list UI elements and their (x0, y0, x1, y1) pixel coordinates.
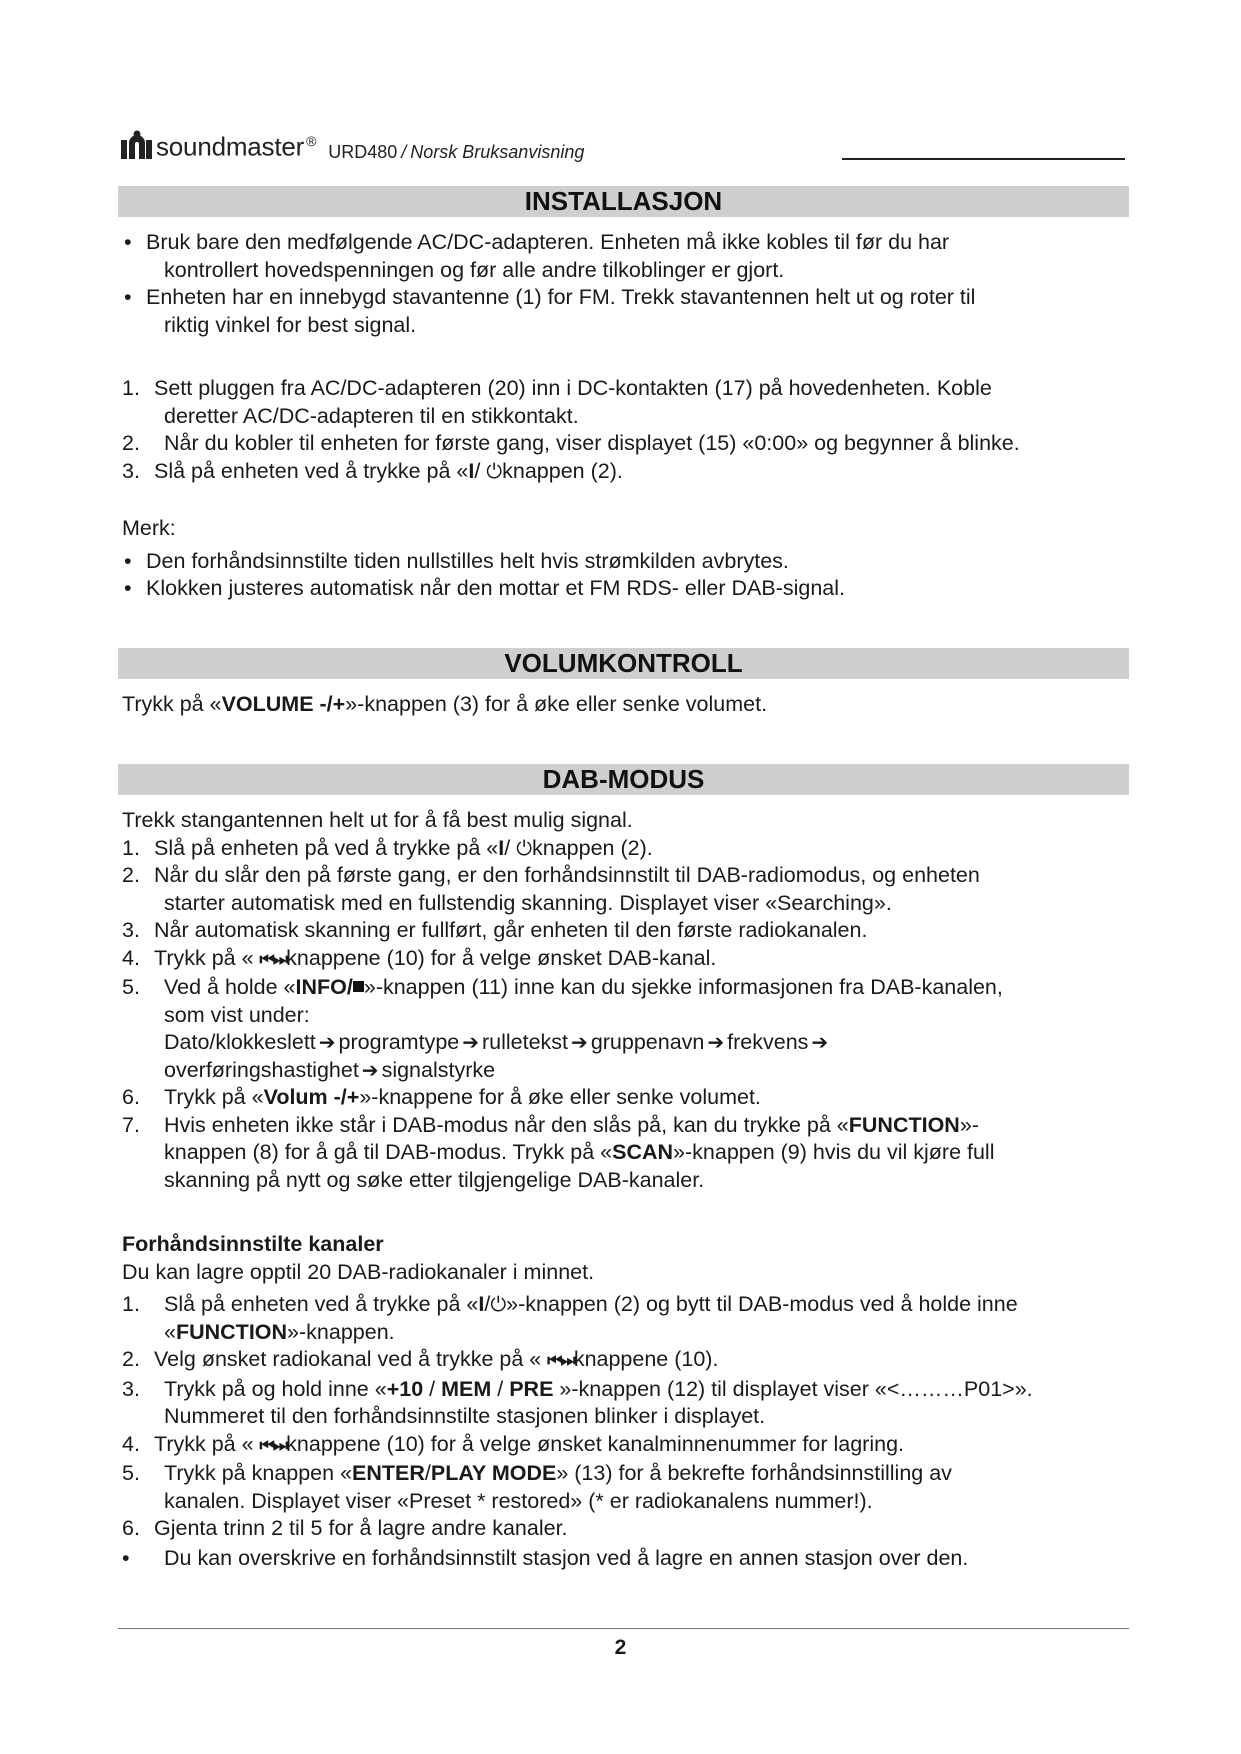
installasjon-steps (122, 375, 1132, 485)
stop-icon (353, 981, 364, 992)
list-item: 4. Trykk på « ⏮⏭knappene (10) for å velge ønsket kanalminnenummer for lagring. (122, 1431, 905, 1456)
brand-name: soundmaster ® (156, 131, 317, 162)
model-label: URD480 / Norsk Bruksanvisning (328, 141, 585, 162)
list-item: 5. Ved å holde «INFO/ »-knappen (11) inne kan du sjekke informasjonen fra DAB-kanalen, som vist under: Dato/klokkeslett ➔ programtype ➔ rulletekst ➔ gruppenavn ➔ frekvens ➔ overføringshastighet ➔ signalstyrke (122, 975, 1003, 1082)
arrow-right-icon: ➔ (361, 1057, 379, 1082)
list-item: • Bruk bare den medfølgende AC/DC-adapteren. Enheten må ikke kobles til før du har kontrollert hovedspenningen og før alle andre tilkoblinger er gjort. (124, 230, 950, 282)
list-item: 5. Trykk på knappen «ENTER/PLAY MODE» (13) for å bekrefte forhåndsinnstilling av kanalen. Displayet viser «Preset * restored» (* er radiokanalens nummer!). (122, 1461, 952, 1513)
merk-block (122, 515, 1132, 603)
list-item: 1. Slå på enheten på ved å trykke på «I/ ⏻knappen (2). (122, 835, 653, 860)
skip-back-forward-icon: ⏮⏭ (547, 1351, 574, 1371)
arrow-right-icon: ➔ (462, 1030, 479, 1054)
footer-rule (118, 1628, 1129, 1629)
power-icon: ⏻ (516, 835, 533, 860)
skip-back-forward-icon: ⏮⏭ (259, 949, 287, 970)
section-title-volumkontroll: VOLUMKONTROLL (118, 648, 1129, 679)
list-item: 7. Hvis enheten ikke står i DAB-modus når den slås på, kan du trykke på «FUNCTION»- knappen (8) for å gå til DAB-modus. Trykk på «SCAN»-knappen (9) hvis du vil kjøre full skanning på nytt og søke etter tilgjengelige DAB-kanaler. (122, 1112, 995, 1192)
soundmaster-logo-icon (120, 130, 153, 160)
list-item: 6. Trykk på «Volum -/+»-knappene for å øke eller senke volumet. (122, 1085, 761, 1109)
installasjon-bullets (122, 229, 1132, 339)
arrow-right-icon: ➔ (318, 1030, 336, 1054)
arrow-right-icon: ➔ (571, 1030, 588, 1054)
list-item: • Enheten har en innebygd stavantenne (1) for FM. Trekk stavantennen helt ut og roter til riktig vinkel for best signal. (124, 285, 976, 337)
list-item: 1. Slå på enheten ved å trykke på «I/⏻»-knappen (2) og bytt til DAB-modus ved å holde inne «FUNCTION»-knappen. (122, 1292, 1018, 1344)
dab-steps: Trekk stangantennen helt ut for å få best mulig signal. 1. Slå på enheten på ved å trykke på «I/ ⏻knappen (2). 2. Når du slår den på første gang, er den forhåndsinnstilt til DAB-radiomodus, og enheten starter automatisk med en fullstendig skanning. Displayet viser «Searching». 3. Når automatisk skanning er fullført, går enheten til den første radiokanalen. 4. Trykk på « ⏮⏭knappene (10) for å velge ønsket DAB-kanal. 5. Ved å holde «INFO/ »-knappen (11) inne kan du sjekke informasjonen fra DAB-kanalen, som vist under: Dato/klokkeslett ➔ programtype ➔ rulletekst ➔ gruppenavn ➔ frekvens ➔ overføringshastighet ➔ signalstyrke 6. Trykk på «Volum -/+»-knappene for å øke eller senke volumet. 7. Hvis enheten ikke står i DAB-modus når den slås på, kan du trykke på «FUNCTION»- knappen (8) for å gå til DAB-modus. Trykk på «SCAN»-knappen (9) hvis du vil kjøre full skanning på nytt og søke etter tilgjengelige DAB-kanaler. (122, 807, 1132, 1194)
arrow-right-icon: ➔ (707, 1030, 725, 1054)
brand-logo (120, 128, 584, 160)
page-header (120, 122, 1125, 162)
section-title-dab-modus: DAB-MODUS (118, 764, 1129, 795)
list-item: 2. Velg ønsket radiokanal ved å trykke på « ⏮⏭knappene (10). (122, 1347, 719, 1371)
list-item: • Du kan overskrive en forhåndsinnstilt stasjon ved å lagre en annen stasjon over den. (122, 1545, 969, 1570)
page-number: 2 (614, 1636, 627, 1659)
list-item: 6. Gjenta trinn 2 til 5 for å lagre andre kanaler. (122, 1516, 568, 1540)
volum-text: Trykk på «VOLUME -/+»-knappen (3) for å øke eller senke volumet. (122, 692, 768, 716)
list-item: 2. Når du kobler til enheten for første gang, viser displayet (15) «0:00» og begynner å blinke. (122, 431, 1020, 455)
registered-mark: ® (306, 133, 317, 149)
list-item: 2. Når du slår den på første gang, er den forhåndsinnstilt til DAB-radiomodus, og enheten starter automatisk med en fullstendig skanning. Displayet viser «Searching». (122, 863, 980, 915)
list-item: • Den forhåndsinnstilte tiden nullstilles helt hvis strømkilden avbrytes. (124, 548, 789, 573)
list-item: 1. Sett pluggen fra AC/DC-adapteren (20) inn i DC-kontakten (17) på hovedenheten. Koble deretter AC/DC-adapteren til en stikkontakt. (122, 376, 992, 428)
list-item: 3. Når automatisk skanning er fullført, går enheten til den første radiokanalen. (122, 918, 868, 942)
subsection-title: Forhåndsinnstilte kanaler (122, 1232, 384, 1256)
list-item: 3. Slå på enheten ved å trykke på «I/ ⏻knappen (2). (122, 458, 623, 483)
header-rule (842, 158, 1125, 160)
power-icon: ⏻ (490, 1292, 507, 1316)
note-label: Merk: (122, 516, 176, 540)
preset-section: Forhåndsinnstilte kanaler Du kan lagre opptil 20 DAB-radiokanaler i minnet. 1. Slå på enheten ved å trykke på «I/⏻»-knappen (2) og bytt til DAB-modus ved å holde inne «FUNCTION»-knappen. 2. Velg ønsket radiokanal ved å trykke på « ⏮⏭knappene (10). 3. Trykk på og hold inne «+10 / MEM / PRE »-knappen (12) til displayet viser «<………P01>». Nummeret til den forhåndsinnstilte stasjonen blinker i displayet. 4. Trykk på « ⏮⏭knappene (10) for å velge ønsket kanalminnenummer for lagring. 5. Trykk på knappen «ENTER/PLAY MODE» (13) for å bekrefte forhåndsinnstilling av kanalen. Displayet viser «Preset * restored» (* er radiokanalens nummer!). 6. Gjenta trinn 2 til 5 for å lagre andre kanaler. • Du kan overskrive en forhåndsinnstilt stasjon ved å lagre en annen stasjon over den. (122, 1231, 1132, 1572)
list-item: 4. Trykk på « ⏮⏭knappene (10) for å velge ønsket DAB-kanal. (122, 945, 717, 970)
section-title-installasjon: INSTALLASJON (118, 186, 1129, 217)
arrow-right-icon: ➔ (811, 1030, 829, 1054)
skip-back-forward-icon: ⏮⏭ (259, 1435, 287, 1456)
power-icon: ⏻ (486, 458, 503, 483)
list-item: 3. Trykk på og hold inne «+10 / MEM / PRE »-knappen (12) til displayet viser «<………P01>». Nummeret til den forhåndsinnstilte stasjonen blinker i displayet. (122, 1376, 1033, 1428)
list-item: • Klokken justeres automatisk når den mottar et FM RDS- eller DAB-signal. (124, 576, 846, 600)
